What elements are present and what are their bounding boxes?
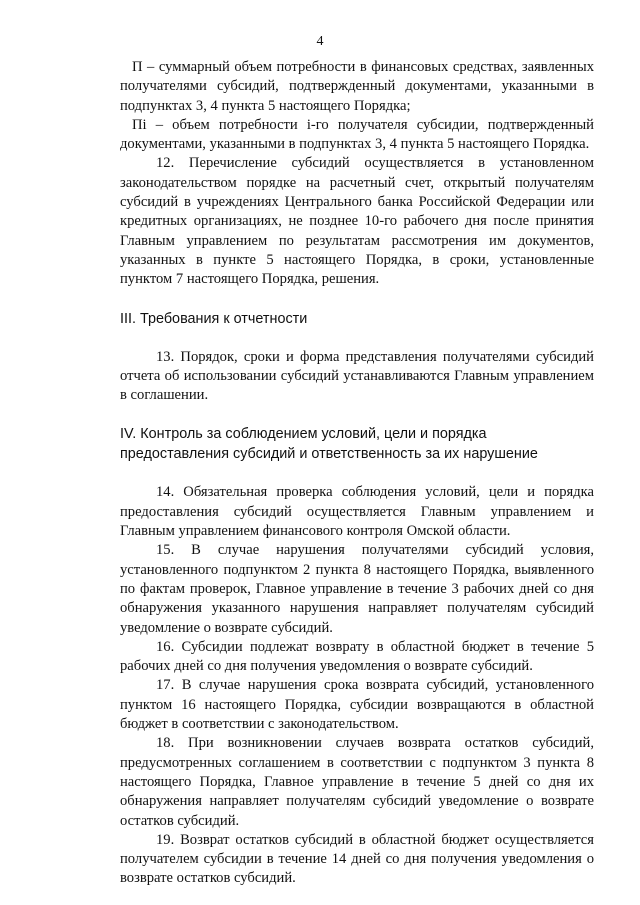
document-body xyxy=(120,58,594,889)
paragraph-13: 13. Порядок, сроки и форма представления получателями субсидий отчета об использовании субсидий устанавливаются Главным управлением в соглашении. xyxy=(120,348,594,404)
paragraph-16: 16. Субсидии подлежат возврату в областной бюджет в течение 5 рабочих дней со дня получения уведомления о возврате субсидий. xyxy=(120,638,594,675)
paragraph-12: 12. Перечисление субсидий осуществляется в установленном законодательством порядке на расчетный счет, открытый получателям субсидий в учреждениях Центрального банка Российской Федерации или кредитных организациях, не позднее 10-го рабочего дня после принятия Главным управлением по результатам рассмотрения им документов, указанных в пункте 5 настоящего Порядка, в сроки, установленные пунктом 7 настоящего Порядка, решения. xyxy=(120,155,594,288)
section-4-heading-line-2: предоставления субсидий и ответственность за их нарушение xyxy=(120,446,538,463)
paragraph-18: 18. При возникновении случаев возврата остатков субсидий, предусмотренных соглашением в соответствии с подпунктом 3 пункта 8 настоящего Порядка, Главное управление в течение 5 дней со дня их обнаружения направляет получателям субсидий уведомление о возврате остатков субсидий. xyxy=(120,735,594,829)
page-number: 4 xyxy=(316,34,324,49)
paragraph-17: 17. В случае нарушения срока возврата субсидий, установленного пунктом 16 настоящего Порядка, субсидии возвращаются в областной бюджет в соответствии с законодательством. xyxy=(120,677,594,733)
section-4-heading-line-1: IV. Контроль за соблюдением условий, цели и порядка xyxy=(120,426,487,443)
paragraph-14: 14. Обязательная проверка соблюдения условий, цели и порядка предоставления субсидий осуществляется Главным управлением и Главным управлением финансового контроля Омской области. xyxy=(120,484,594,540)
paragraph-15: 15. В случае нарушения получателями субсидий условия, установленного подпунктом 2 пункта 8 настоящего Порядка, выявленного по фактам проверок, Главное управление в течение 3 рабочих дней со дня обнаружения указанного нарушения направляет получателям субсидий уведомление о возврате субсидий. xyxy=(120,542,594,636)
section-3-heading: III. Требования к отчетности xyxy=(120,310,308,327)
formula-definition-individual: Пi – объем потребности i-го получателя субсидии, подтвержденный документами, указанными в подпунктах 3, 4 пункта 5 настоящего Порядка. xyxy=(120,116,594,153)
formula-definition-total: П – суммарный объем потребности в финансовых средствах, заявленных получателями субсидий, подтвержденный документами, указанными в подпунктах 3, 4 пункта 5 настоящего Порядка; xyxy=(120,59,594,114)
paragraph-19: 19. Возврат остатков субсидий в областной бюджет осуществляется получателем субсидии в течение 14 дней со дня получения уведомления о возврате остатков субсидий. xyxy=(120,831,594,887)
